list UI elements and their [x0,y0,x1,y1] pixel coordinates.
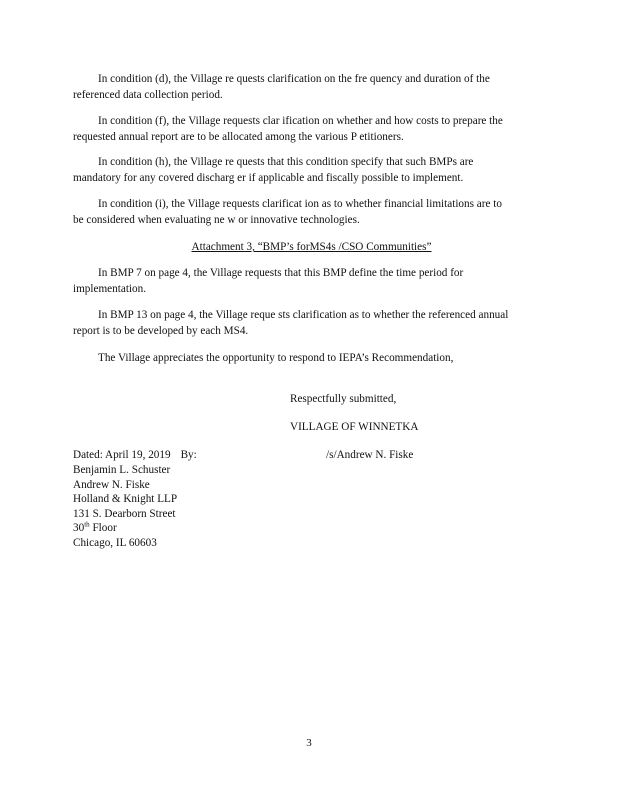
paragraph-line: mandatory for any covered discharg er if applicable and fiscally possible to implement. [73,171,464,184]
paragraph-line: requested annual report are to be allocated among the various P etitioners. [73,130,404,143]
paragraph-line: In condition (h), the Village re quests that this condition specify that such BMPs are [98,156,474,168]
paragraph-line: referenced data collection period. [73,88,223,101]
paragraph-condition-d [73,72,543,103]
dated-line [73,448,553,463]
page-number: 3 [306,737,312,749]
floor-number: 30 [73,522,85,534]
attachment-heading [0,240,618,255]
paragraph-condition-h [73,155,543,186]
paragraph-line: In condition (d), the Village re quests clarification on the fre quency and duration of the [98,73,490,85]
by-label: By: [180,449,197,461]
counsel-name: Andrew N. Fiske [73,478,150,491]
paragraph-line: be considered when evaluating ne w or innovative technologies. [73,213,360,226]
paragraph-condition-i [73,197,543,228]
paragraph-line: In BMP 13 on page 4, the Village reque sts clarification as to whether the referenced annual [98,309,509,321]
counsel-name: Benjamin L. Schuster [73,464,171,476]
counsel-block [73,463,177,550]
paragraph-line: implementation. [73,282,147,295]
entity-name: VILLAGE OF WINNETKA [290,421,419,433]
paragraph-bmp-13 [73,308,543,339]
paragraph-line: In condition (f), the Village requests clar ification on whether and how costs to prepare the [98,115,503,127]
floor-word: Floor [89,522,117,534]
closing-statement: The Village appreciates the opportunity to respond to IEPA’s Recommendation, [98,352,454,364]
paragraph-line: In BMP 7 on page 4, the Village requests that this BMP define the time period for [98,267,464,279]
paragraph-line: report is to be developed by each MS4. [73,324,249,337]
firm-name: Holland & Knight LLP [73,493,178,505]
street-address: 131 S. Dearborn Street [73,507,176,520]
paragraph-line: In condition (i), the Village requests clarificat ion as to whether financial limitations are to [98,198,502,210]
signature-text: /s/Andrew N. Fiske [326,449,414,461]
dated-text: Dated: April 19, 2019 [73,449,171,461]
paragraph-bmp-7 [73,266,543,297]
respectfully-submitted: Respectfully submitted, [290,393,397,405]
paragraph-condition-f [73,114,543,145]
attachment-heading-text: Attachment 3, “BMP’s forMS4s /CSO Communities” [191,241,432,253]
floor-suffix: th [84,520,90,529]
city-line: Chicago, IL 60603 [73,536,157,549]
floor-line [73,521,177,536]
